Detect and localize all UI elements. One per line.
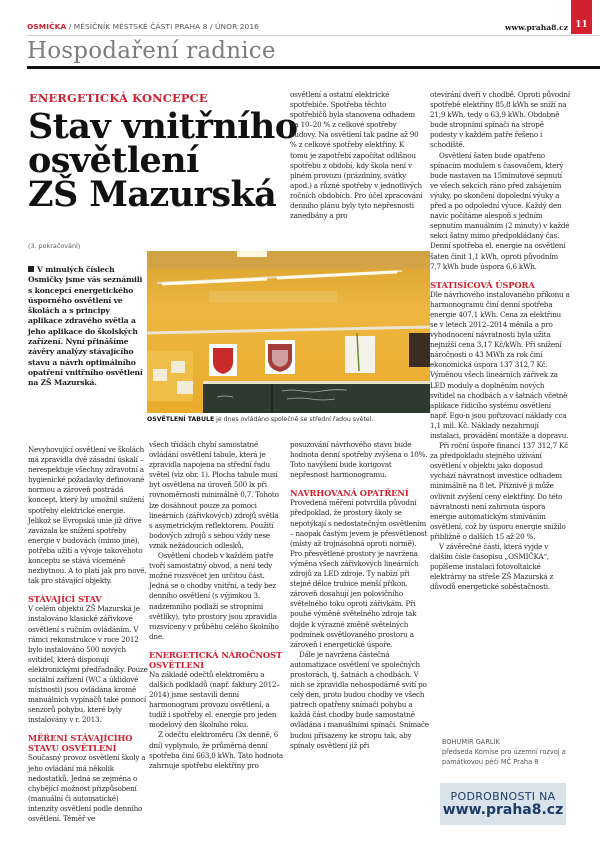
paragraph: otevírání dveří v chodbě. Oproti původní spotřebě elektřiny 85,8 kWh se sníží na 21,9 kWh, tedy o 63,9 kWh. Obdobně bude stropními spínači na stropě podesty v každém patře řešeno i schodiště. xyxy=(430,90,570,150)
paragraph: Současný provoz osvětlení školy a jeho ovládání má několik nedostatků. Jedná se zejména o chybějící možnost přizpůsobení (manuální či automatické) intenzity osvětlení podle denního osvětlení. Téměř ve xyxy=(28,753,146,823)
ceiling xyxy=(147,251,430,269)
article-column-2 xyxy=(149,440,284,771)
paragraph: všech třídách chybí samostatné ovládání osvětlení tabule, která je zpravidla napojena na střední řadu světel (viz obr. 1). Plocha tabule musí byt osvětlena na úroveň 500 lx při rovnoměrnosti minimálně 0,7. Tohoto lze dosáhnout pouze za pomoci lineárních (zářivkových) zdrojů světla s asymetrickým reflektorem. Použití bodových zdrojů s sebou vždy nese vznik nežádoucích odlesků. xyxy=(149,440,279,550)
header-divider xyxy=(27,35,600,36)
promo-link[interactable]: www.praha8.cz xyxy=(442,801,564,818)
lead-text: V minulých číslech Osmičky jsme vás seznámili s koncepcí energetického úsporného osvětlení ve školách a s principy aplikace zdravého světla a jeho aplikace do školských zařízení. Nyní přinášíme závěry analýzy stávajícího stavu a návrh optimálního opatření vnitřního osvětlení na ZŠ Mazurská. xyxy=(28,265,143,388)
masthead-issue: / MĚSÍČNÍK MĚSTSKÉ ČÁSTI PRAHA 8 / ÚNOR 2016 xyxy=(66,22,259,31)
subheading-current-state: STÁVAJÍCÍ STAV xyxy=(28,594,102,605)
ceiling-light xyxy=(237,251,267,257)
masthead-brand: OSMIČKA xyxy=(27,22,67,31)
subheading-proposed-measures: NAVRHOVANÁ OPATŘENÍ xyxy=(290,488,409,499)
article-column-3-top xyxy=(290,90,423,221)
caption-text: je dnes ovládáno společně se střední řadou světel. xyxy=(214,416,374,423)
paragraph: Při roční úspoře financí 137 312,7 Kč za předpokladu stejného užívání osvětlení v objektu jako doposud vychází návratnost investice odhadem minimálně na 8 let. Příznivě ji může ovlivnit zvýšení ceny elektřiny. Do této návratnosti není zahrnuta úspora energie automatickým stmíváním osvětlení, což by úsporu energie snížilo přibližně o dalších 15 až 20 %. xyxy=(430,441,569,541)
section-title: Hospodaření radnice xyxy=(27,38,276,64)
classroom-photo xyxy=(147,251,430,413)
drawing-card xyxy=(153,369,167,381)
author-block xyxy=(442,737,592,767)
drawing-card xyxy=(171,361,185,373)
website-link[interactable]: www.praha8.cz xyxy=(505,23,569,32)
ceiling-fixture xyxy=(209,291,337,303)
photo-caption xyxy=(147,416,437,423)
author-name: BOHUMÍR GARLÍK xyxy=(442,738,500,746)
bullet-square-icon xyxy=(28,266,34,272)
article-column-3-bottom xyxy=(290,440,430,751)
promo-label: PODROBNOSTI NA xyxy=(450,789,556,803)
drawing-card xyxy=(177,381,193,394)
paragraph: Dále je navržena částečná automatizace osvětlení ve společných prostorách, tj. šatnách a chodbách. V nich se zpravidla nehospodárně svítí po celý den, proto budou chodby ve všech patrech opatřeny snímači pohybu a každá část chodby bude samostatně ovládána i manuálními spínači. Snímače budou přisazeny ke stropu tak, aby spínaly osvětlení již při xyxy=(290,649,429,750)
details-promo-box[interactable] xyxy=(440,783,566,825)
article-kicker: ENERGETICKÁ KONCEPCE xyxy=(29,91,208,105)
headline-line: Stav vnitřního xyxy=(28,106,298,147)
paragraph: Nevyhovující osvětlení ve školách má zpravidla dvě zásadní úskalí – nerespektuje všechny zdravotní a hygienické požadavky definované normou a zároveň postrádá koncept, který by umožnil snížení spotřeby elektrické energie. Jelikož se Evropská unie již dříve zavázala ke snížení spotřeby energie v budovách (mimo jiné), potřeba užití a vývoje takovéhoto konceptu se stává víceméně nezbytnou. A to platí jak pro nové, tak pro stávající objekty. xyxy=(28,445,147,586)
paragraph: Osvětlení chodeb v každém patře tvoří samostatný obvod, a není tedy možné rozsvěcet jen určitou část. Jedná se o chodby vnitřní, a tedy bez denního osvětlení (s výjimkou 3. nadzemního podlaží se stropními světlíky), tyto prostory jsou zpravidla rozsvíceny v průběhu celého školního dne. xyxy=(149,551,279,641)
paragraph: Osvětlení šaten bude opatřeno spínacím modulem s časovačem, který bude nastaven na 15minutové sepnutí ve všech sekcích ráno před zahájením výuky, po skončení dopolední výuky a před a po odpolední výuce. Každý den navíc počítáme alespoň s jedním sepnutím manuálním (2 minuty) v každé sekci šatny mimo předpokládaný čas. Denní spotřeba el. energie na osvětlení šaten činit 1,1 kWh, oproti původním 7,7 kWh bude úspora 6,6 kWh. xyxy=(430,150,570,271)
paragraph: osvětlení a ostatní elektrické spotřebiče. Spotřeba těchto spotřebičů byla stanovena odhadem na 10–20 % z celkové spotřeby budovy. Na osvětlení tak padne až 90 % z celkové spotřeby elektřiny. K tomu je zapotřebí započítat odlišnou spotřebu z období, kdy škola není v plném provozu (prázdniny, svátky apod.) a různé spotřeby v jednotlivých ročních obdobích. Pro účel zpracování denního plánu byly tyto nepřesnosti zanedbány a pro xyxy=(290,90,423,221)
continuation-note: (3. pokračování) xyxy=(28,242,81,250)
article-lead xyxy=(28,265,146,389)
subheading-energy-demand: ENERGETICKÁ NÁROČNOST OSVĚTLENÍ xyxy=(149,649,283,670)
paragraph: Z odečtu elektroměru (3x denně, 6 dní) vyplynulo, že průměrná denní spotřeba činí 663,0 kWh. Tato hodnota zahrnuje spotřebu elektřiny pro xyxy=(149,730,284,770)
classroom-photo-illustration xyxy=(147,251,430,413)
paragraph: V závěrečné části, která vyjde v dalším čísle časopisu „OSMIČKA“, popíšeme instalaci fotovoltaické elektrárny na střeše ZŠ Mazurská z důvodů energetické soběstačnosti. xyxy=(430,542,554,592)
page-number: 11 xyxy=(571,0,592,34)
article-column-1 xyxy=(28,445,148,824)
paragraph: Na základě odečtů elektroměru a dalších podkladů (např. faktury 2012–2014) jsme sestavili denní harmonogram provozu osvětlení, a tudíž i spotřeby el. energie pro jeden modelový den školního roku. xyxy=(149,669,280,730)
subheading-measurement: MĚŘENÍ STÁVAJÍCÍHO STAVU OSVĚTLENÍ xyxy=(28,733,133,754)
dark-poster xyxy=(409,333,430,367)
subheading-savings: STATISÍCOVÁ ÚSPORA xyxy=(430,279,535,290)
article-column-4 xyxy=(430,90,570,593)
author-role: předseda Komise pro územní rozvoj a památkovou péči MČ Praha 8 xyxy=(442,748,566,766)
paragraph: posuzování návrhového stavu bude hodnota denní spotřeby zvýšena o 10%. Toto navýšení bude korigovat nepřesnost harmonogramu. xyxy=(290,440,428,480)
chalk-ledge xyxy=(203,381,430,384)
caption-bold: OSVĚTLENÍ TABULE xyxy=(147,416,215,423)
paragraph: Dle návrhového instalovaného příkonu a harmonogramu činí denní spotřeba energie 407,1 kWh. Cena za elektřinu se v letech 2012–2014 měnila a pro vyhodnocení návratnosti byla užita nejnižší cena 3,17 Kč/kWh. Při snížení náročnosti o 43 MWh za rok činí ekonomická úspora 137 312,7 Kč. Výměnou všech lineárních zářivek za LED moduly a doplněním nových svítidel na chodbách a v šatnách včetně aplikace řídicího systému osvětlení např. Ego-n jsou pořizovací náklady cca 1,1 mil. Kč. Náklady nezahrnují instalaci, provádění montáže a dopravu. xyxy=(430,289,570,440)
blackboard xyxy=(203,384,430,413)
headline-line: osvětlení xyxy=(28,140,199,181)
masthead xyxy=(27,22,259,31)
section-divider xyxy=(27,66,600,69)
page-header xyxy=(0,0,600,40)
article-headline xyxy=(28,106,298,215)
poster-card xyxy=(345,336,375,373)
headline-line: ZŠ Mazurská xyxy=(28,174,277,215)
paragraph: Provedená měření potvrdila původní předpoklad, že prostory školy se nepotýkají s nedostatečným osvětlením – naopak častým jevem je přesvětlenost (místy až trojnásobná oproti normě). Pro přesvětlené prostory je navržena výměna všech zářivkových lineárních zdrojů za LED zdroje. Ty nabízí při stejné délce trubice menší příkon, zároveň dosahují jen polovičního světelného toku oproti zářivkám. Při pouhé výměně světelného zdroje tak dojde k výrazné změně světelných podmínek osvětlovaného prostoru a zároveň i energetické úspoře. xyxy=(290,498,428,649)
paragraph: V celém objektu ZŠ Mazurská je instalováno klasické zářivkové osvětlení s ručním ovládáním. V rámci rekonstrukce v roce 2012 bylo instalováno 500 nových svítidel, která disponují elektronickými předřadníky. Pouze sociální zařízení (WC a úklidové místnosti) jsou ovládána kromě manuálních vypínačů také pomocí senzorů pohybu, které byly instalovány v r. 2013. xyxy=(28,604,148,725)
